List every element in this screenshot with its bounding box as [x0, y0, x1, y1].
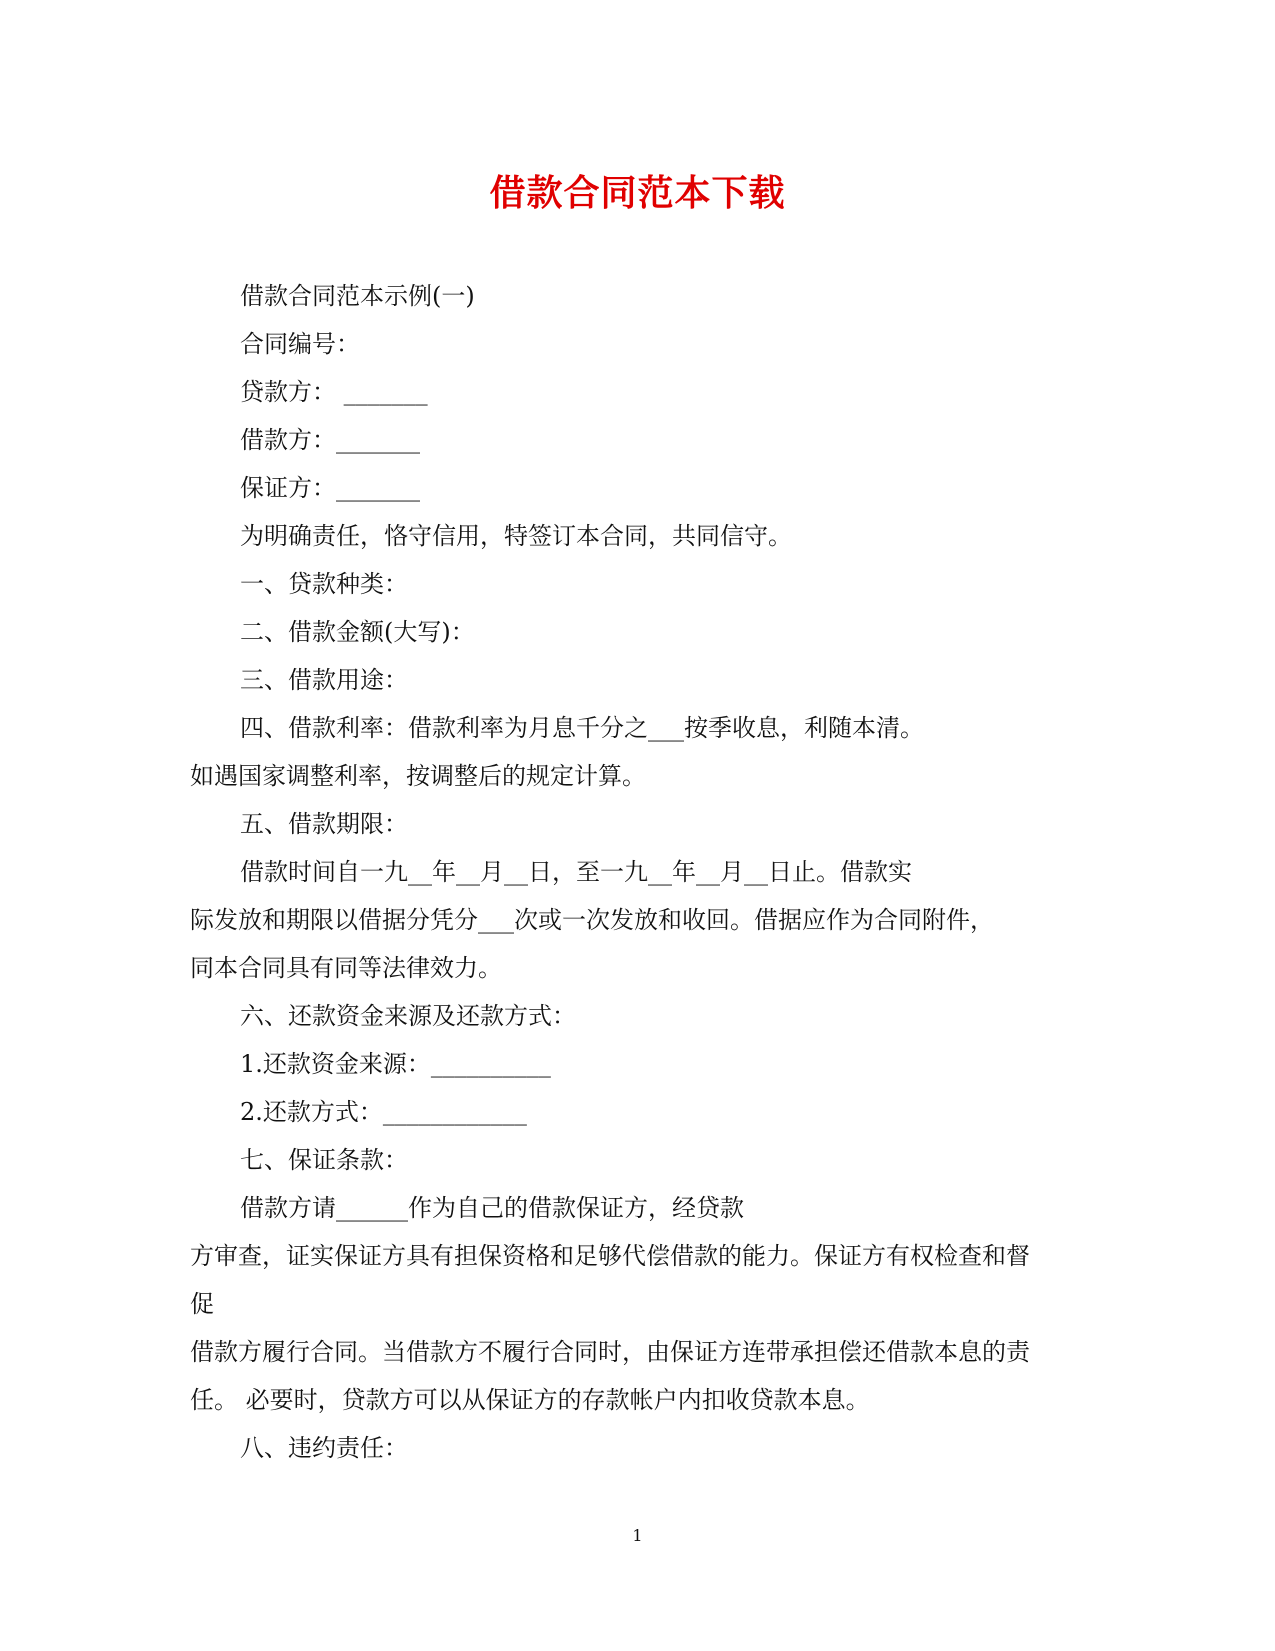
guarantor-line: 保证方：_______: [240, 474, 420, 502]
document-body: [190, 272, 1070, 1472]
repayment-method-line: 2.还款方式：____________: [240, 1098, 527, 1126]
guarantee-paragraph-line-2: 方审查，证实保证方具有担保资格和足够代偿借款的能力。保证方有权检查和督: [190, 1242, 1030, 1270]
loan-term-paragraph-line-1: 借款时间自一九__年__月__日，至一九__年__月__日止。借款实: [240, 858, 912, 886]
clause-guarantee: 七、保证条款：: [240, 1146, 408, 1174]
clause-repayment: 六、还款资金来源及还款方式：: [240, 1002, 576, 1030]
loan-term-paragraph-line-2: 际发放和期限以借据分凭分___次或一次发放和收回。借据应作为合同附件，: [190, 906, 994, 934]
page-number: 1: [632, 1526, 643, 1545]
guarantee-paragraph-line-3: 促: [190, 1290, 214, 1318]
lender-line: 贷款方： _______: [240, 378, 428, 406]
borrower-line: 借款方：_______: [240, 426, 420, 454]
clause-loan-term: 五、借款期限：: [240, 810, 408, 838]
guarantee-paragraph-line-5: 任。 必要时，贷款方可以从保证方的存款帐户内扣收贷款本息。: [190, 1386, 870, 1414]
document-title: 借款合同范本下载: [489, 172, 786, 214]
clause-interest-rate: 四、借款利率：借款利率为月息千分之___按季收息，利随本清。: [240, 714, 924, 742]
preamble-paragraph: 为明确责任，恪守信用，特签订本合同，共同信守。: [240, 522, 792, 550]
guarantee-paragraph-line-1: 借款方请______作为自己的借款保证方，经贷款: [240, 1194, 744, 1222]
loan-term-paragraph-line-3: 同本合同具有同等法律效力。: [190, 954, 502, 982]
guarantee-paragraph-line-4: 借款方履行合同。当借款方不履行合同时，由保证方连带承担偿还借款本息的责: [190, 1338, 1030, 1366]
clause-loan-amount: 二、借款金额(大写)：: [240, 618, 475, 646]
repayment-source-line: 1.还款资金来源：__________: [240, 1050, 551, 1078]
clause-interest-rate-continued: 如遇国家调整利率，按调整后的规定计算。: [190, 762, 646, 790]
clause-loan-type: 一、贷款种类：: [240, 570, 408, 598]
clause-breach-liability: 八、违约责任：: [240, 1434, 408, 1462]
contract-number-line: 合同编号：: [240, 330, 360, 358]
section-heading-example: 借款合同范本示例(一): [240, 282, 475, 310]
clause-loan-purpose: 三、借款用途：: [240, 666, 408, 694]
